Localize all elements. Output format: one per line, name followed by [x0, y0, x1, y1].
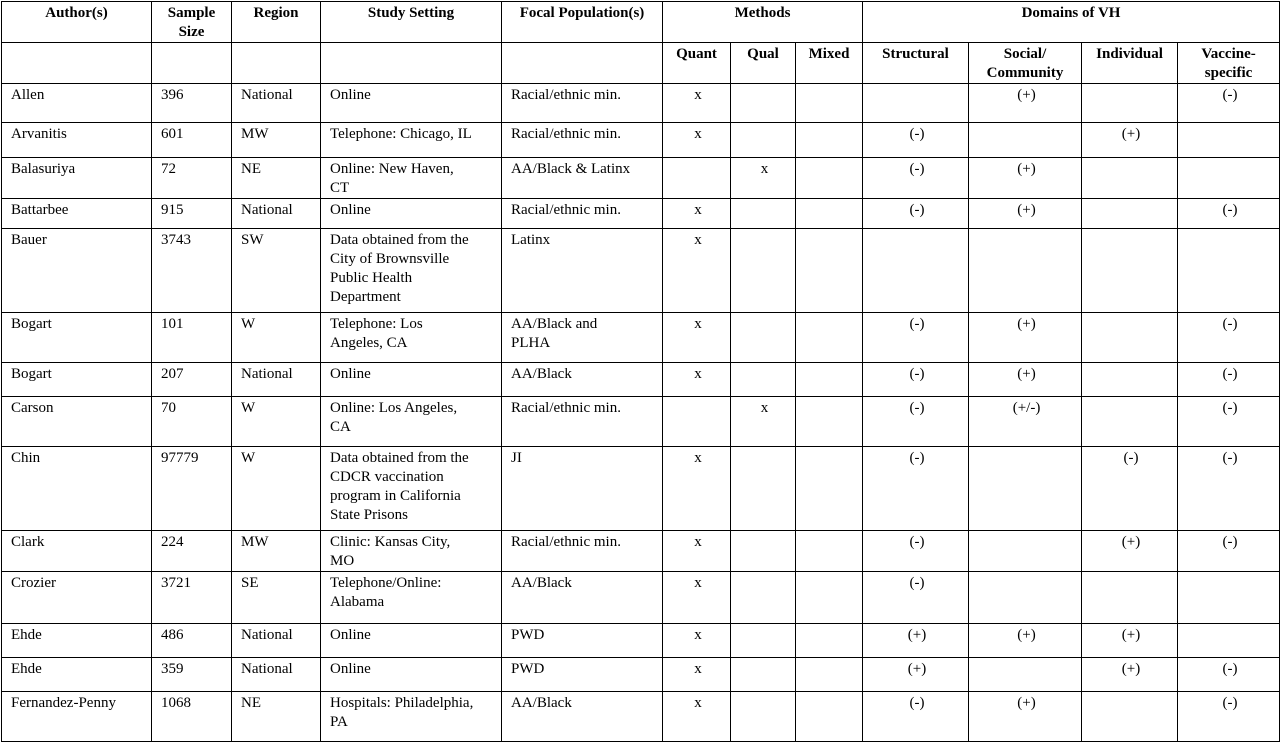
cell-author: Bogart — [2, 363, 152, 397]
cell-study-setting: Online: New Haven, CT — [321, 158, 502, 199]
cell-author: Clark — [2, 531, 152, 572]
cell-mixed — [796, 624, 863, 658]
cell-vaccine-specific: (-) — [1178, 199, 1280, 229]
cell-vaccine-specific: (-) — [1178, 313, 1280, 363]
table-row — [2, 363, 1280, 397]
cell-mixed — [796, 313, 863, 363]
cell-mixed — [796, 158, 863, 199]
header-focal-population: Focal Population(s) — [502, 2, 663, 43]
cell-focal-population: Racial/ethnic min. — [502, 199, 663, 229]
cell-mixed — [796, 692, 863, 742]
cell-author: Fernandez-Penny — [2, 692, 152, 742]
cell-focal-population: AA/Black and PLHA — [502, 313, 663, 363]
cell-individual: (+) — [1082, 123, 1178, 158]
table-row — [2, 397, 1280, 447]
cell-qual — [731, 572, 796, 624]
table-row — [2, 313, 1280, 363]
cell-region: National — [232, 658, 321, 692]
cell-quant: x — [663, 658, 731, 692]
cell-author: Chin — [2, 447, 152, 531]
cell-social-community: (+) — [969, 84, 1082, 123]
subheader-blank — [502, 43, 663, 84]
cell-qual — [731, 229, 796, 313]
cell-study-setting: Online — [321, 84, 502, 123]
cell-vaccine-specific: (-) — [1178, 397, 1280, 447]
cell-structural — [863, 84, 969, 123]
cell-social-community: (+) — [969, 363, 1082, 397]
cell-focal-population: AA/Black — [502, 363, 663, 397]
cell-social-community: (+) — [969, 199, 1082, 229]
cell-social-community: (+/-) — [969, 397, 1082, 447]
subheader-blank — [232, 43, 321, 84]
cell-mixed — [796, 658, 863, 692]
cell-mixed — [796, 447, 863, 531]
subheader-blank — [2, 43, 152, 84]
subheader-individual: Individual — [1082, 43, 1178, 84]
cell-study-setting: Online — [321, 658, 502, 692]
subheader-quant: Quant — [663, 43, 731, 84]
cell-individual — [1082, 313, 1178, 363]
table-row — [2, 531, 1280, 572]
header-study-setting: Study Setting — [321, 2, 502, 43]
cell-study-setting: Telephone: Chicago, IL — [321, 123, 502, 158]
header-region: Region — [232, 2, 321, 43]
cell-vaccine-specific: (-) — [1178, 692, 1280, 742]
cell-qual: x — [731, 158, 796, 199]
cell-region: SE — [232, 572, 321, 624]
cell-qual — [731, 447, 796, 531]
cell-structural: (-) — [863, 158, 969, 199]
table-row — [2, 123, 1280, 158]
cell-qual — [731, 658, 796, 692]
cell-individual: (+) — [1082, 658, 1178, 692]
cell-vaccine-specific: (-) — [1178, 658, 1280, 692]
header-author: Author(s) — [2, 2, 152, 43]
cell-quant: x — [663, 447, 731, 531]
table-row — [2, 658, 1280, 692]
cell-mixed — [796, 397, 863, 447]
cell-qual: x — [731, 397, 796, 447]
cell-quant — [663, 158, 731, 199]
table-body — [2, 84, 1280, 742]
cell-region: National — [232, 363, 321, 397]
cell-quant: x — [663, 84, 731, 123]
cell-sample-size: 72 — [152, 158, 232, 199]
cell-study-setting: Telephone: Los Angeles, CA — [321, 313, 502, 363]
cell-social-community — [969, 531, 1082, 572]
cell-structural: (-) — [863, 123, 969, 158]
cell-mixed — [796, 363, 863, 397]
cell-sample-size: 70 — [152, 397, 232, 447]
cell-individual — [1082, 158, 1178, 199]
cell-sample-size: 915 — [152, 199, 232, 229]
cell-qual — [731, 199, 796, 229]
cell-author: Battarbee — [2, 199, 152, 229]
cell-focal-population: AA/Black — [502, 692, 663, 742]
cell-study-setting: Online — [321, 624, 502, 658]
cell-sample-size: 3721 — [152, 572, 232, 624]
cell-vaccine-specific: (-) — [1178, 447, 1280, 531]
cell-quant: x — [663, 572, 731, 624]
cell-region: MW — [232, 123, 321, 158]
cell-study-setting: Data obtained from the CDCR vaccination program in California State Prisons — [321, 447, 502, 531]
cell-study-setting: Online: Los Angeles, CA — [321, 397, 502, 447]
cell-sample-size: 97779 — [152, 447, 232, 531]
cell-structural: (-) — [863, 199, 969, 229]
cell-author: Bogart — [2, 313, 152, 363]
cell-focal-population: PWD — [502, 624, 663, 658]
cell-region: MW — [232, 531, 321, 572]
cell-focal-population: PWD — [502, 658, 663, 692]
subheader-mixed: Mixed — [796, 43, 863, 84]
cell-qual — [731, 123, 796, 158]
studies-table — [1, 1, 1280, 742]
cell-author: Bauer — [2, 229, 152, 313]
cell-region: NE — [232, 692, 321, 742]
cell-focal-population: Latinx — [502, 229, 663, 313]
header-domains: Domains of VH — [863, 2, 1280, 43]
cell-structural: (-) — [863, 313, 969, 363]
cell-region: SW — [232, 229, 321, 313]
cell-sample-size: 224 — [152, 531, 232, 572]
cell-quant: x — [663, 363, 731, 397]
cell-focal-population: JI — [502, 447, 663, 531]
subheader-blank — [152, 43, 232, 84]
cell-sample-size: 1068 — [152, 692, 232, 742]
cell-focal-population: Racial/ethnic min. — [502, 84, 663, 123]
cell-qual — [731, 624, 796, 658]
header-methods: Methods — [663, 2, 863, 43]
cell-vaccine-specific — [1178, 123, 1280, 158]
cell-individual: (+) — [1082, 531, 1178, 572]
cell-qual — [731, 84, 796, 123]
cell-quant: x — [663, 123, 731, 158]
cell-individual — [1082, 692, 1178, 742]
cell-structural: (-) — [863, 447, 969, 531]
cell-region: NE — [232, 158, 321, 199]
cell-vaccine-specific: (-) — [1178, 84, 1280, 123]
cell-social-community — [969, 229, 1082, 313]
cell-region: National — [232, 624, 321, 658]
cell-individual — [1082, 199, 1178, 229]
cell-mixed — [796, 84, 863, 123]
cell-mixed — [796, 531, 863, 572]
cell-social-community — [969, 658, 1082, 692]
cell-focal-population: Racial/ethnic min. — [502, 397, 663, 447]
cell-author: Allen — [2, 84, 152, 123]
header-sample-size: Sample Size — [152, 2, 232, 43]
cell-social-community: (+) — [969, 158, 1082, 199]
cell-mixed — [796, 572, 863, 624]
cell-individual — [1082, 363, 1178, 397]
cell-author: Ehde — [2, 658, 152, 692]
cell-structural: (-) — [863, 531, 969, 572]
cell-structural: (+) — [863, 658, 969, 692]
cell-social-community — [969, 447, 1082, 531]
cell-individual: (-) — [1082, 447, 1178, 531]
cell-vaccine-specific: (-) — [1178, 531, 1280, 572]
cell-individual — [1082, 397, 1178, 447]
cell-region: National — [232, 199, 321, 229]
cell-study-setting: Online — [321, 199, 502, 229]
cell-qual — [731, 363, 796, 397]
cell-study-setting: Data obtained from the City of Brownsville Public Health Department — [321, 229, 502, 313]
cell-sample-size: 3743 — [152, 229, 232, 313]
table-row — [2, 229, 1280, 313]
cell-sample-size: 486 — [152, 624, 232, 658]
cell-focal-population: AA/Black — [502, 572, 663, 624]
cell-author: Arvanitis — [2, 123, 152, 158]
cell-quant: x — [663, 692, 731, 742]
cell-vaccine-specific: (-) — [1178, 363, 1280, 397]
table-row — [2, 692, 1280, 742]
cell-sample-size: 601 — [152, 123, 232, 158]
cell-mixed — [796, 199, 863, 229]
table-row — [2, 572, 1280, 624]
cell-vaccine-specific — [1178, 572, 1280, 624]
cell-structural: (-) — [863, 692, 969, 742]
cell-individual — [1082, 572, 1178, 624]
cell-study-setting: Online — [321, 363, 502, 397]
cell-structural: (-) — [863, 397, 969, 447]
subheader-vaccine-specific: Vaccine- specific — [1178, 43, 1280, 84]
subheader-qual: Qual — [731, 43, 796, 84]
cell-qual — [731, 531, 796, 572]
cell-individual: (+) — [1082, 624, 1178, 658]
cell-author: Crozier — [2, 572, 152, 624]
cell-focal-population: Racial/ethnic min. — [502, 123, 663, 158]
cell-quant: x — [663, 531, 731, 572]
cell-social-community: (+) — [969, 624, 1082, 658]
cell-sample-size: 359 — [152, 658, 232, 692]
cell-vaccine-specific — [1178, 624, 1280, 658]
cell-vaccine-specific — [1178, 229, 1280, 313]
cell-qual — [731, 692, 796, 742]
table-row — [2, 624, 1280, 658]
cell-quant: x — [663, 229, 731, 313]
cell-structural: (-) — [863, 363, 969, 397]
cell-social-community — [969, 123, 1082, 158]
cell-mixed — [796, 123, 863, 158]
cell-region: W — [232, 447, 321, 531]
cell-author: Carson — [2, 397, 152, 447]
table-row — [2, 199, 1280, 229]
cell-sample-size: 207 — [152, 363, 232, 397]
cell-author: Ehde — [2, 624, 152, 658]
cell-structural: (+) — [863, 624, 969, 658]
cell-author: Balasuriya — [2, 158, 152, 199]
cell-region: W — [232, 397, 321, 447]
cell-sample-size: 101 — [152, 313, 232, 363]
cell-quant — [663, 397, 731, 447]
cell-social-community — [969, 572, 1082, 624]
cell-structural: (-) — [863, 572, 969, 624]
cell-individual — [1082, 84, 1178, 123]
cell-social-community: (+) — [969, 313, 1082, 363]
table-row — [2, 84, 1280, 123]
cell-study-setting: Telephone/Online: Alabama — [321, 572, 502, 624]
table-row — [2, 447, 1280, 531]
cell-individual — [1082, 229, 1178, 313]
subheader-social-community: Social/ Community — [969, 43, 1082, 84]
cell-sample-size: 396 — [152, 84, 232, 123]
cell-focal-population: AA/Black & Latinx — [502, 158, 663, 199]
table-row — [2, 158, 1280, 199]
cell-mixed — [796, 229, 863, 313]
cell-study-setting: Hospitals: Philadelphia, PA — [321, 692, 502, 742]
cell-vaccine-specific — [1178, 158, 1280, 199]
cell-social-community: (+) — [969, 692, 1082, 742]
cell-quant: x — [663, 624, 731, 658]
cell-quant: x — [663, 199, 731, 229]
cell-structural — [863, 229, 969, 313]
cell-focal-population: Racial/ethnic min. — [502, 531, 663, 572]
cell-region: National — [232, 84, 321, 123]
cell-region: W — [232, 313, 321, 363]
subheader-structural: Structural — [863, 43, 969, 84]
cell-qual — [731, 313, 796, 363]
cell-quant: x — [663, 313, 731, 363]
subheader-blank — [321, 43, 502, 84]
cell-study-setting: Clinic: Kansas City, MO — [321, 531, 502, 572]
